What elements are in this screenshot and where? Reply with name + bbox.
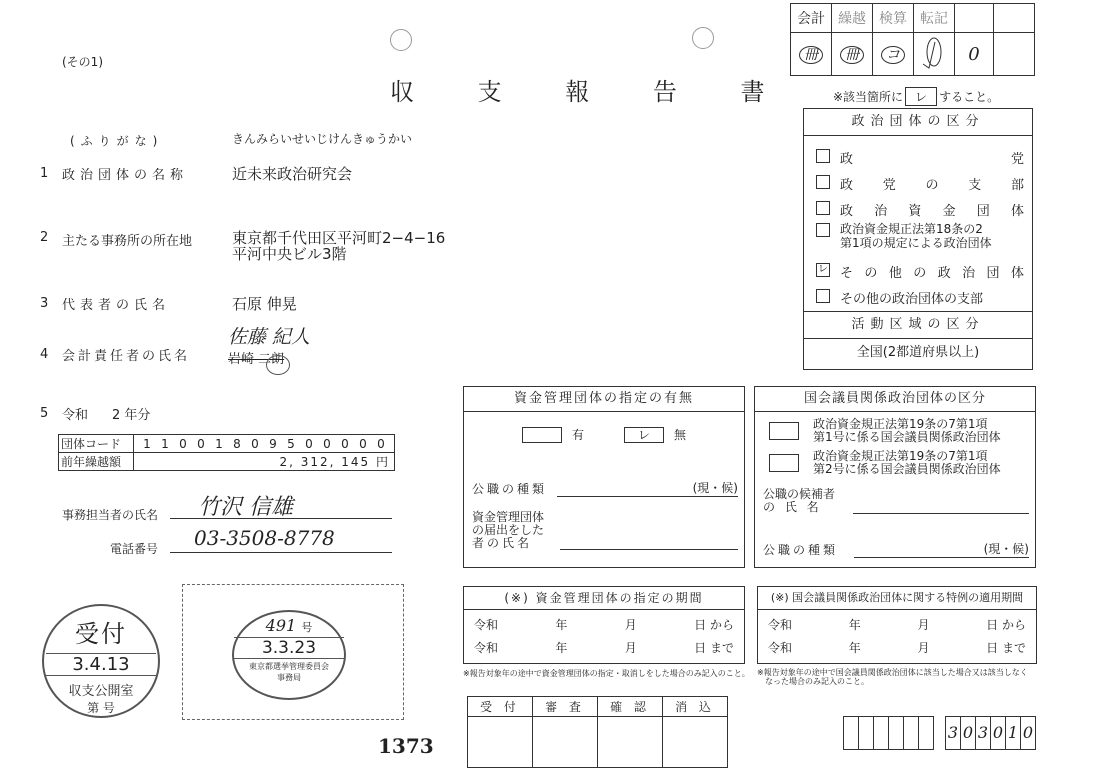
field-address	[40, 230, 445, 262]
field-value-2: 平河中央ビル3階	[232, 245, 347, 263]
class-option-fund-group[interactable]	[816, 196, 1024, 222]
field-value: 近未来政治研究会	[232, 165, 353, 183]
audit-mark	[873, 33, 914, 76]
diet-note-2: なった場合のみ記入のこと。	[765, 677, 869, 686]
group-code-label: 団体コード	[59, 435, 134, 453]
committee-no: 491	[265, 616, 297, 635]
receipt-stamp	[42, 604, 160, 718]
field-org-name	[40, 163, 352, 184]
audit-mark-text: コ	[881, 46, 905, 64]
code-digit: 9	[269, 436, 277, 451]
period-month: 月	[917, 618, 930, 632]
audit-mark-text: 冊	[840, 46, 864, 64]
diet-note-1: ※報告対象年の途中で国会議員関係政治団体に該当した場合又は該当しなく	[757, 668, 1028, 677]
field-label: 会計責任者の氏名	[62, 349, 191, 364]
diet-option-2[interactable]	[769, 450, 1029, 476]
period-day: 日 から	[986, 618, 1026, 632]
no-label: 無	[674, 428, 687, 442]
period-month: 月	[917, 641, 930, 655]
furigana-value: きんみらいせいじけんきゅうかい	[232, 132, 413, 146]
filled-code-boxes	[945, 716, 1036, 750]
group-code-digits	[134, 435, 395, 453]
instruction-pre: ※該当箇所に	[833, 90, 904, 104]
class-option-party[interactable]	[816, 144, 1024, 170]
furigana-label: (ふりがな)	[70, 134, 164, 148]
option-label: そ の 他 の 政 治 団 体	[840, 265, 1024, 281]
code-digit: 0	[251, 436, 259, 451]
code-digit: 1	[1006, 716, 1021, 750]
part-label: (その1)	[62, 55, 103, 69]
class-option-branch[interactable]	[816, 170, 1024, 196]
process-header: 審 査	[533, 697, 598, 717]
period-year: 年	[848, 641, 861, 655]
checkbox-checked[interactable]: レ	[818, 264, 828, 275]
fund-mgmt-box	[463, 386, 745, 568]
field-value: 石原 伸晃	[232, 295, 297, 313]
instruction-post: すること。	[939, 90, 1000, 104]
process-cell[interactable]	[533, 717, 598, 768]
classification-title: 政治団体の区分	[804, 109, 1032, 136]
area-value: 全国(2都道府県以上)	[856, 345, 980, 360]
office-type-line	[557, 479, 738, 497]
period-day: 日 まで	[694, 641, 734, 655]
field-number: 5	[40, 406, 49, 421]
notifier-label: 者の氏名	[472, 536, 533, 550]
instruction-mark: レ	[905, 87, 937, 106]
no-box[interactable]: レ	[624, 427, 664, 443]
field-label: 主たる事務所の所在地	[62, 234, 193, 249]
period-era: 令和	[768, 641, 793, 655]
code-box	[904, 716, 919, 750]
field-representative	[40, 293, 297, 314]
process-header: 消 込	[663, 697, 728, 717]
field-value: 2 年分	[112, 408, 151, 423]
code-box	[919, 716, 934, 750]
period-row-from	[758, 610, 1036, 633]
period-day: 日 まで	[986, 641, 1026, 655]
checkbox[interactable]	[816, 289, 830, 303]
audit-scribble	[919, 34, 949, 70]
diet-title: 国会議員関係政治団体の区分	[755, 387, 1035, 412]
office-type-label: 公職の種類	[472, 481, 548, 496]
code-digit: 1	[143, 436, 151, 451]
class-option-other-branch[interactable]	[816, 284, 1024, 310]
diet-period-note	[757, 668, 1028, 686]
fund-mgmt-title: 資金管理団体の指定の有無	[464, 387, 744, 412]
option-label: 政 治 資 金 団 体	[840, 203, 1024, 219]
diet-office-type	[763, 540, 1029, 558]
process-cell[interactable]	[598, 717, 663, 768]
process-header: 確 認	[598, 697, 663, 717]
check-instruction	[833, 87, 999, 106]
checkbox[interactable]	[816, 149, 830, 163]
notifier-label: の届出をした	[472, 523, 545, 537]
group-code-table	[58, 434, 395, 471]
code-digit: 0	[197, 436, 205, 451]
code-digit: 0	[179, 436, 187, 451]
committee-office: 事務局	[277, 673, 301, 682]
candidate-line	[853, 499, 1029, 514]
code-digit: 0	[359, 436, 367, 451]
treasurer-name-struck: 岩崎 二朗	[228, 352, 285, 367]
period-day: 日 から	[694, 618, 734, 632]
audit-mark-text: 冊	[799, 46, 823, 64]
code-digit: 0	[377, 436, 385, 451]
checkbox[interactable]	[816, 223, 830, 237]
receipt-date: 3.4.13	[46, 653, 156, 676]
code-digit: 0	[991, 716, 1006, 750]
page-number: 1373	[378, 734, 434, 758]
diet-period-title: (※) 国会議員関係政治団体に関する特例の適用期間	[758, 587, 1036, 610]
code-digit: 1	[215, 436, 223, 451]
audit-header: 繰越	[832, 4, 873, 33]
receipt-no: 第 号	[87, 701, 115, 715]
phone-value: 03-3508-8778	[194, 526, 335, 550]
checkbox[interactable]	[816, 201, 830, 215]
period-year: 年	[555, 618, 568, 632]
process-header: 受 付	[468, 697, 533, 717]
code-digit: 0	[305, 436, 313, 451]
fund-yes-no	[464, 426, 744, 443]
classification-box	[803, 108, 1033, 370]
fund-period-note: ※報告対象年の途中で資金管理団体の指定・取消しをした場合のみ記入のこと。	[463, 669, 750, 678]
period-row-to	[758, 633, 1036, 656]
diet-option-box[interactable]	[769, 454, 799, 472]
code-digit: 0	[323, 436, 331, 451]
fund-period-box	[463, 586, 745, 664]
office-type-suffix: (現・候)	[983, 542, 1029, 556]
diet-option-1[interactable]	[769, 418, 1029, 444]
audit-box	[790, 3, 1035, 76]
option-label: 政治資金規正法第18条の2	[840, 222, 983, 236]
process-cell[interactable]	[663, 717, 728, 768]
field-value: 東京都千代田区平河町2−4−16	[232, 229, 446, 247]
page-title: 収 支 報 告 書	[390, 78, 793, 106]
class-option-article18[interactable]	[816, 222, 1024, 258]
period-era: 令和	[768, 618, 793, 632]
diet-period-box	[757, 586, 1037, 664]
code-box	[889, 716, 904, 750]
audit-header: 転記	[914, 4, 955, 33]
code-digit: 8	[233, 436, 241, 451]
office-type-suffix: (現・候)	[692, 481, 738, 495]
notifier-line	[560, 535, 738, 550]
candidate-label: の 氏 名	[763, 500, 822, 514]
process-cell[interactable]	[468, 717, 533, 768]
field-treasurer	[40, 345, 232, 364]
period-row-from	[464, 610, 744, 633]
period-month: 月	[624, 641, 637, 655]
audit-header	[955, 4, 994, 33]
process-table	[467, 696, 728, 768]
fund-notifier	[472, 511, 738, 550]
code-digit: 1	[161, 436, 169, 451]
punch-hole-left	[390, 29, 412, 51]
audit-mark	[914, 33, 955, 76]
committee-suffix: 号	[301, 621, 313, 634]
committee-no-row	[234, 616, 344, 635]
diet-option-box[interactable]	[769, 422, 799, 440]
field-label: 代表者の氏名	[62, 298, 171, 313]
code-digit: 0	[341, 436, 349, 451]
fund-period-title: (※) 資金管理団体の指定の期間	[464, 587, 744, 610]
staff-value: 竹沢 信雄	[198, 495, 293, 520]
diet-candidate	[763, 488, 1029, 514]
phone-line	[170, 526, 392, 553]
field-label: 政治団体の名称	[62, 168, 189, 183]
period-row-to	[464, 633, 744, 656]
field-number: 4	[40, 347, 49, 362]
audit-mark	[832, 33, 873, 76]
audit-header: 検算	[873, 4, 914, 33]
staff-line	[170, 492, 392, 519]
seal-stamp	[266, 355, 290, 375]
punch-hole-right	[692, 27, 714, 49]
phone-label: 電話番号	[110, 542, 159, 556]
period-year: 年	[848, 618, 861, 632]
receipt-dept: 収支公開室	[68, 684, 134, 699]
diet-option-label: 第1号に係る国会議員関係政治団体	[813, 430, 1001, 444]
office-type-line	[854, 540, 1029, 558]
committee-date: 3.3.23	[234, 637, 344, 659]
fund-office-type	[472, 479, 738, 497]
code-digit: 0	[1021, 716, 1036, 750]
field-label: 令和	[62, 408, 89, 423]
notifier-label: 資金管理団体	[472, 510, 545, 524]
field-year	[40, 404, 150, 423]
audit-mark: 0	[955, 33, 994, 76]
period-era: 令和	[474, 641, 499, 655]
diet-option-label: 政治資金規正法第19条の7第1項	[813, 449, 988, 463]
prev-balance-value: 2, 312, 145 円	[134, 453, 395, 471]
class-option-other[interactable]	[816, 258, 1024, 284]
blank-code-boxes	[843, 716, 934, 750]
code-box	[859, 716, 874, 750]
code-box	[843, 716, 859, 750]
audit-mark	[791, 33, 832, 76]
diet-member-box	[754, 386, 1036, 568]
staff-label: 事務担当者の氏名	[62, 508, 159, 522]
code-digit: 3	[976, 716, 991, 750]
code-digit: 0	[961, 716, 976, 750]
area-title: 活動区域の区分	[804, 311, 1032, 339]
prev-balance-label: 前年繰越額	[59, 453, 134, 471]
diet-option-label: 政治資金規正法第19条の7第1項	[813, 417, 988, 431]
field-number: 2	[40, 230, 49, 245]
period-year: 年	[555, 641, 568, 655]
office-type-label: 公職の種類	[763, 542, 839, 557]
code-digit: 3	[945, 716, 961, 750]
option-label: 政 党	[840, 151, 1024, 167]
yes-label: 有	[571, 428, 584, 442]
candidate-label: 公職の候補者	[763, 487, 836, 501]
checkbox[interactable]	[816, 175, 830, 189]
option-label: 政 党 の 支 部	[840, 177, 1024, 193]
option-label-2: 第1項の規定による政治団体	[840, 236, 992, 250]
period-era: 令和	[474, 618, 499, 632]
committee-name: 東京都選挙管理委員会	[249, 662, 329, 671]
yes-box[interactable]	[522, 427, 562, 443]
committee-stamp	[232, 610, 346, 700]
audit-header: 会計	[791, 4, 832, 33]
code-digit: 5	[287, 436, 295, 451]
field-number: 1	[40, 166, 49, 181]
period-month: 月	[624, 618, 637, 632]
option-label: その他の政治団体の支部	[840, 291, 984, 307]
receipt-title: 受付	[75, 620, 127, 648]
treasurer-name-handwritten: 佐藤 紀人	[228, 326, 311, 348]
diet-option-label: 第2号に係る国会議員関係政治団体	[813, 462, 1001, 476]
field-number: 3	[40, 296, 49, 311]
code-box	[874, 716, 889, 750]
